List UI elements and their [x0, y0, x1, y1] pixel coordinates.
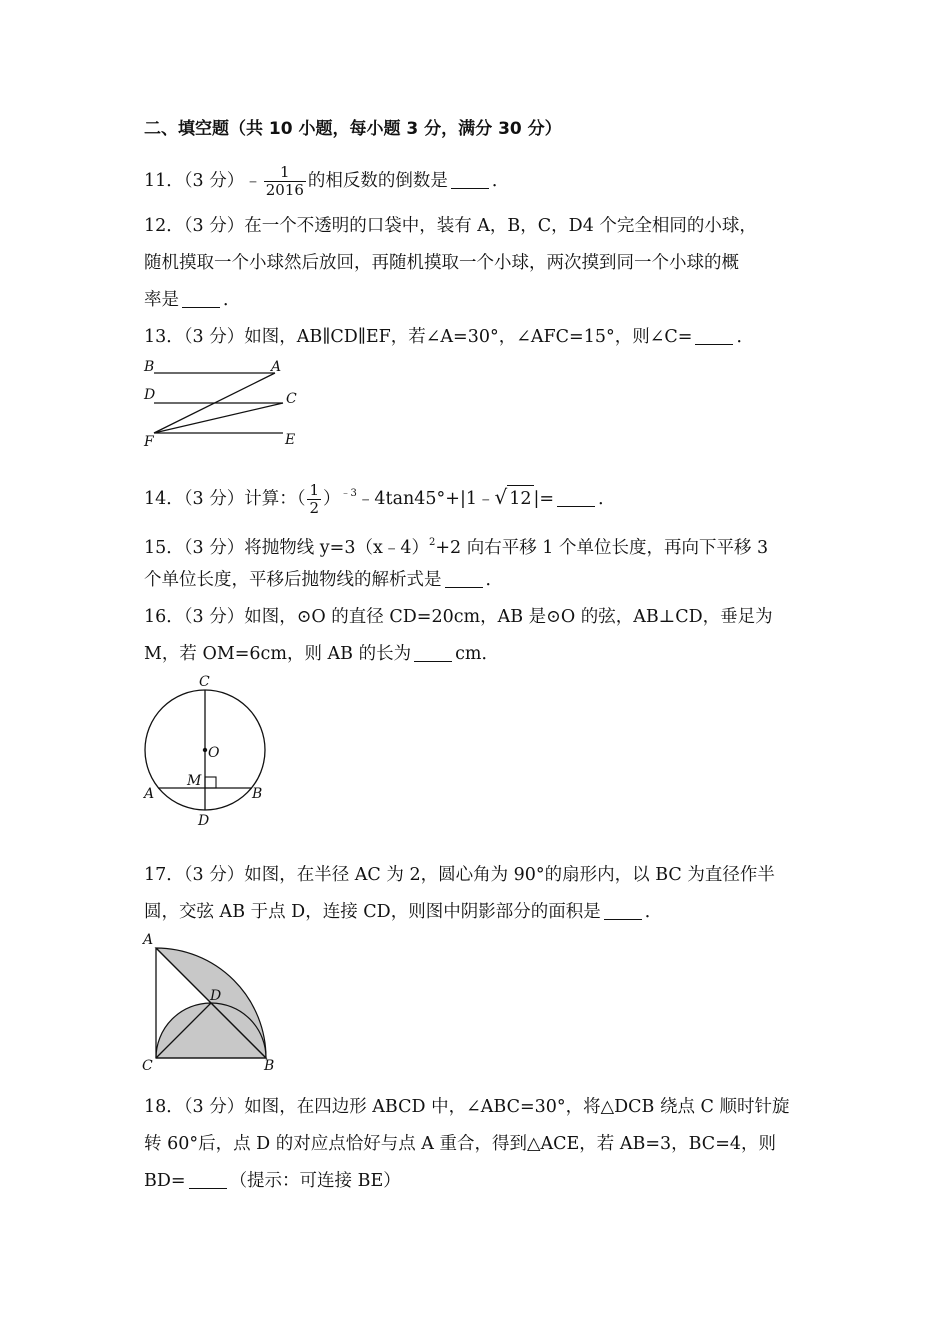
q16-label-c: C	[199, 674, 210, 690]
q12-line1: 在一个不透明的口袋中，装有 A，B，C，D4 个完全相同的小球，	[244, 216, 757, 236]
q17-line1: 如图，在半径 AC 为 2，圆心角为 90°的扇形内，以 BC 为直径作半	[244, 865, 775, 885]
q16-end: cm．	[455, 644, 499, 664]
q16-label-a: A	[144, 786, 155, 802]
q18-score: （3 分）	[183, 1097, 245, 1117]
q13-number: 13．	[144, 327, 184, 347]
q14-end: ．	[598, 489, 616, 509]
question-15-line-2	[144, 567, 503, 593]
q16-label-b: B	[252, 786, 263, 802]
q12-score: （3 分）	[183, 216, 245, 236]
q14-rparen: ）	[323, 489, 341, 509]
q14-radical-sign: √	[494, 485, 508, 509]
q17-line2: 圆，交弦 AB 于点 D，连接 CD，则图中阴影部分的面积是	[144, 902, 601, 922]
q13-score: （3 分）	[183, 327, 245, 347]
q15-line1b: +2 向右平移 1 个单位长度，再向下平移 3	[435, 538, 769, 558]
question-12-line-1	[144, 213, 757, 239]
q14-lparen: （	[296, 489, 306, 509]
q14-answer-blank[interactable]	[557, 488, 595, 507]
q16-answer-blank[interactable]	[414, 643, 452, 662]
question-13	[144, 324, 754, 350]
q18-line1: 如图，在四边形 ABCD 中，∠ABC=30°，将△DCB 绕点 C 顺时针旋	[244, 1097, 790, 1117]
question-12-line-3	[144, 287, 241, 313]
q11-fraction	[264, 164, 306, 199]
q14-frac-num: 1	[309, 481, 320, 499]
question-12-line-2: 随机摸取一个小球然后放回，再随机摸取一个小球，两次摸到同一个小球的概	[144, 253, 739, 273]
q17-score: （3 分）	[183, 865, 245, 885]
q14-score: （3 分）	[183, 489, 245, 509]
q18-number: 18．	[144, 1097, 184, 1117]
q14-frac-den: 2	[309, 499, 320, 517]
q13-end: ．	[736, 327, 754, 347]
q15-end: ．	[485, 570, 503, 590]
q14-fraction	[307, 482, 321, 517]
q13-label-c: C	[286, 391, 297, 407]
q17-answer-blank[interactable]	[604, 901, 642, 920]
q11-number: 11．	[144, 171, 184, 191]
q11-frac-den: 2016	[265, 181, 304, 199]
q16-label-m: M	[187, 773, 202, 789]
q13-label-e: E	[285, 432, 296, 448]
question-11	[144, 164, 509, 199]
question-18-line-3	[144, 1168, 401, 1194]
q17-sector-figure	[140, 932, 290, 1078]
q14-radicand: 12	[507, 485, 533, 512]
q11-end: ．	[491, 171, 510, 191]
q11-sign: ﹣	[244, 171, 262, 191]
q17-label-d: D	[210, 988, 222, 1004]
q15-number: 15．	[144, 538, 184, 558]
q16-line1: 如图，⊙O 的直径 CD=20cm，AB 是⊙O 的弦，AB⊥CD，垂足为	[244, 607, 773, 627]
q16-number: 16．	[144, 607, 184, 627]
q13-label-b: B	[144, 359, 155, 375]
q12-line3: 率是	[144, 290, 179, 310]
q12-number: 12．	[144, 216, 184, 236]
q13-answer-blank[interactable]	[695, 326, 733, 345]
q11-text: 的相反数的倒数是	[307, 171, 448, 191]
q13-segment-fc	[154, 403, 283, 433]
q14-exponent: ﹣3	[340, 488, 357, 499]
q14-text: 计算：	[244, 489, 297, 509]
q18-answer-blank[interactable]	[189, 1170, 227, 1189]
q14-mid: ﹣4tan45°+|1﹣	[356, 489, 495, 509]
q15-line1a: 将抛物线 y=3（x﹣4）	[244, 538, 429, 558]
q16-circle-figure	[140, 672, 280, 832]
question-16-line-2	[144, 641, 499, 667]
q14-after: |=	[533, 489, 555, 509]
q15-exponent: 2	[428, 537, 436, 548]
q11-score: （3 分）	[183, 171, 245, 191]
q13-label-d: D	[144, 387, 156, 403]
q15-line2: 个单位长度，平移后抛物线的解析式是	[144, 570, 442, 590]
q15-score: （3 分）	[183, 538, 245, 558]
q11-frac-num: 1	[280, 163, 290, 181]
q13-label-a: A	[271, 359, 282, 375]
q16-center-dot	[203, 748, 207, 752]
q18-line3a: BD=	[144, 1171, 186, 1191]
q16-label-o: O	[208, 745, 220, 761]
q17-label-b: B	[264, 1058, 275, 1074]
q12-answer-blank[interactable]	[182, 289, 220, 308]
question-15-line-1	[144, 530, 768, 561]
q11-answer-blank[interactable]	[451, 170, 489, 189]
question-18-line-2: 转 60°后，点 D 的对应点恰好与点 A 重合，得到△ACE，若 AB=3，BC=4，则	[144, 1134, 776, 1154]
question-16-line-1	[144, 604, 773, 630]
q17-label-a: A	[143, 932, 154, 948]
q17-number: 17．	[144, 865, 184, 885]
q18-line3b: （提示：可连接 BE）	[229, 1171, 401, 1191]
q16-line2: M，若 OM=6cm，则 AB 的长为	[144, 644, 412, 664]
question-14	[144, 481, 616, 517]
q16-score: （3 分）	[183, 607, 245, 627]
question-17-line-2	[144, 899, 662, 925]
q13-text: 如图，AB∥CD∥EF，若∠A=30°，∠AFC=15°，则∠C=	[244, 327, 693, 347]
question-18-line-1	[144, 1094, 789, 1120]
section-title: 二、填空题（共 10 小题，每小题 3 分，满分 30 分）	[144, 119, 562, 139]
q15-answer-blank[interactable]	[445, 569, 483, 588]
question-17-line-1	[144, 862, 775, 888]
q13-parallel-lines-figure	[140, 356, 310, 452]
q14-number: 14．	[144, 489, 184, 509]
q13-label-f: F	[144, 434, 154, 450]
q17-end: ．	[644, 902, 663, 922]
q17-label-c: C	[142, 1058, 153, 1074]
q16-right-angle-mark	[205, 777, 216, 788]
q12-end: ．	[223, 290, 241, 310]
q16-label-d: D	[198, 813, 210, 829]
